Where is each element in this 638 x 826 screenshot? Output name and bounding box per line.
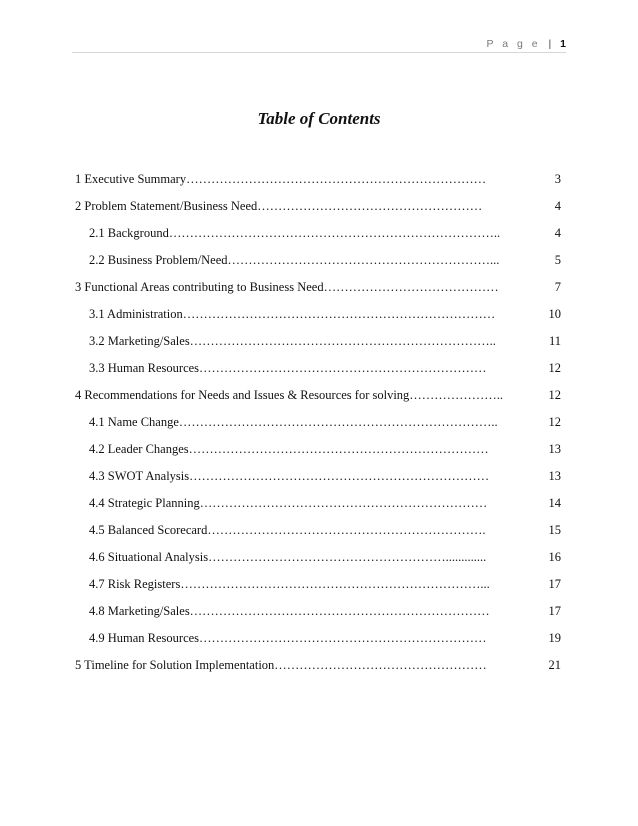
toc-entry[interactable] xyxy=(0,496,638,513)
toc-entry[interactable] xyxy=(0,469,638,486)
toc-entry[interactable] xyxy=(0,280,638,297)
toc-entry-page: 13 xyxy=(548,469,561,483)
toc-entry[interactable] xyxy=(0,658,638,675)
toc-entry-text: 5 Timeline for Solution Implementation…………………………………………… xyxy=(75,658,487,672)
toc-entry-page: 3 xyxy=(554,172,561,186)
toc-entry[interactable] xyxy=(0,631,638,648)
toc-entry-text: 2.2 Business Problem/Need………………………………………………………... xyxy=(89,253,500,267)
toc-entry[interactable] xyxy=(0,523,638,540)
toc-entry[interactable] xyxy=(0,577,638,594)
toc-entry-text: 4.4 Strategic Planning…………………………………………………………… xyxy=(89,496,488,510)
page-separator: | xyxy=(548,38,552,50)
toc-entry[interactable] xyxy=(0,172,638,189)
toc-entry-text: 4.2 Leader Changes……………………………………………………………… xyxy=(89,442,489,456)
toc-entry-page: 16 xyxy=(548,550,561,564)
toc-entry-text: 3 Functional Areas contributing to Business Need…………………………………… xyxy=(75,280,499,294)
toc-entry-text: 4.3 SWOT Analysis……………………………………………………………… xyxy=(89,469,490,483)
toc-entry[interactable] xyxy=(0,334,638,351)
toc-entry[interactable] xyxy=(0,442,638,459)
toc-entry-page: 14 xyxy=(548,496,561,510)
toc-entry-text: 4.6 Situational Analysis…………………………………………………............. xyxy=(89,550,487,564)
toc-entry-text: 4.9 Human Resources…………………………………………………………… xyxy=(89,631,487,645)
toc-entry-page: 12 xyxy=(548,415,561,429)
toc-entry-page: 7 xyxy=(554,280,561,294)
toc-entry[interactable] xyxy=(0,307,638,324)
toc-entry[interactable] xyxy=(0,604,638,621)
toc-entry-text: 4.7 Risk Registers………………………………………………………………... xyxy=(89,577,490,591)
toc-entry-page: 13 xyxy=(548,442,561,456)
toc-entry-page: 17 xyxy=(548,577,561,591)
toc-entry-text: 4 Recommendations for Needs and Issues & Resources for solving………………….. xyxy=(75,388,504,402)
page-header xyxy=(486,38,566,50)
toc-entry-text: 2 Problem Statement/Business Need……………………………………………… xyxy=(75,199,483,213)
toc-entry-text: 3.3 Human Resources…………………………………………………………… xyxy=(89,361,487,375)
toc-entry-text: 4.1 Name Change………………………………………………………………….. xyxy=(89,415,498,429)
toc-entry-page: 12 xyxy=(548,361,561,375)
toc-entry[interactable] xyxy=(0,199,638,216)
page-number: 1 xyxy=(560,38,566,50)
toc-entry-text: 2.1 Background…………………………………………………………………….. xyxy=(89,226,501,240)
toc-entry[interactable] xyxy=(0,361,638,378)
toc-entry-page: 12 xyxy=(548,388,561,402)
toc-entry-page: 4 xyxy=(554,199,561,213)
header-divider xyxy=(72,52,566,53)
toc-entry[interactable] xyxy=(0,253,638,270)
toc-entry-page: 19 xyxy=(548,631,561,645)
toc-entry[interactable] xyxy=(0,226,638,243)
toc-entry-page: 4 xyxy=(554,226,561,240)
toc-entry-text: 4.5 Balanced Scorecard…………………………………………………………. xyxy=(89,523,486,537)
toc-entry[interactable] xyxy=(0,415,638,432)
toc-entry-page: 17 xyxy=(548,604,561,618)
page-label: P a g e xyxy=(486,38,541,50)
toc-entry-page: 10 xyxy=(548,307,561,321)
toc-entry-text: 3.1 Administration………………………………………………………………… xyxy=(89,307,496,321)
toc-entry-text: 3.2 Marketing/Sales……………………………………………………………….. xyxy=(89,334,496,348)
toc-entry-text: 4.8 Marketing/Sales……………………………………………………………… xyxy=(89,604,490,618)
toc-entry-page: 15 xyxy=(548,523,561,537)
toc-entry[interactable] xyxy=(0,388,638,405)
toc-entry-text: 1 Executive Summary……………………………………………………………… xyxy=(75,172,487,186)
toc-entry[interactable] xyxy=(0,550,638,567)
toc-entry-page: 21 xyxy=(548,658,561,672)
toc-entry-page: 5 xyxy=(554,253,561,267)
toc-title: Table of Contents xyxy=(257,109,381,128)
toc-entry-page: 11 xyxy=(548,334,561,348)
